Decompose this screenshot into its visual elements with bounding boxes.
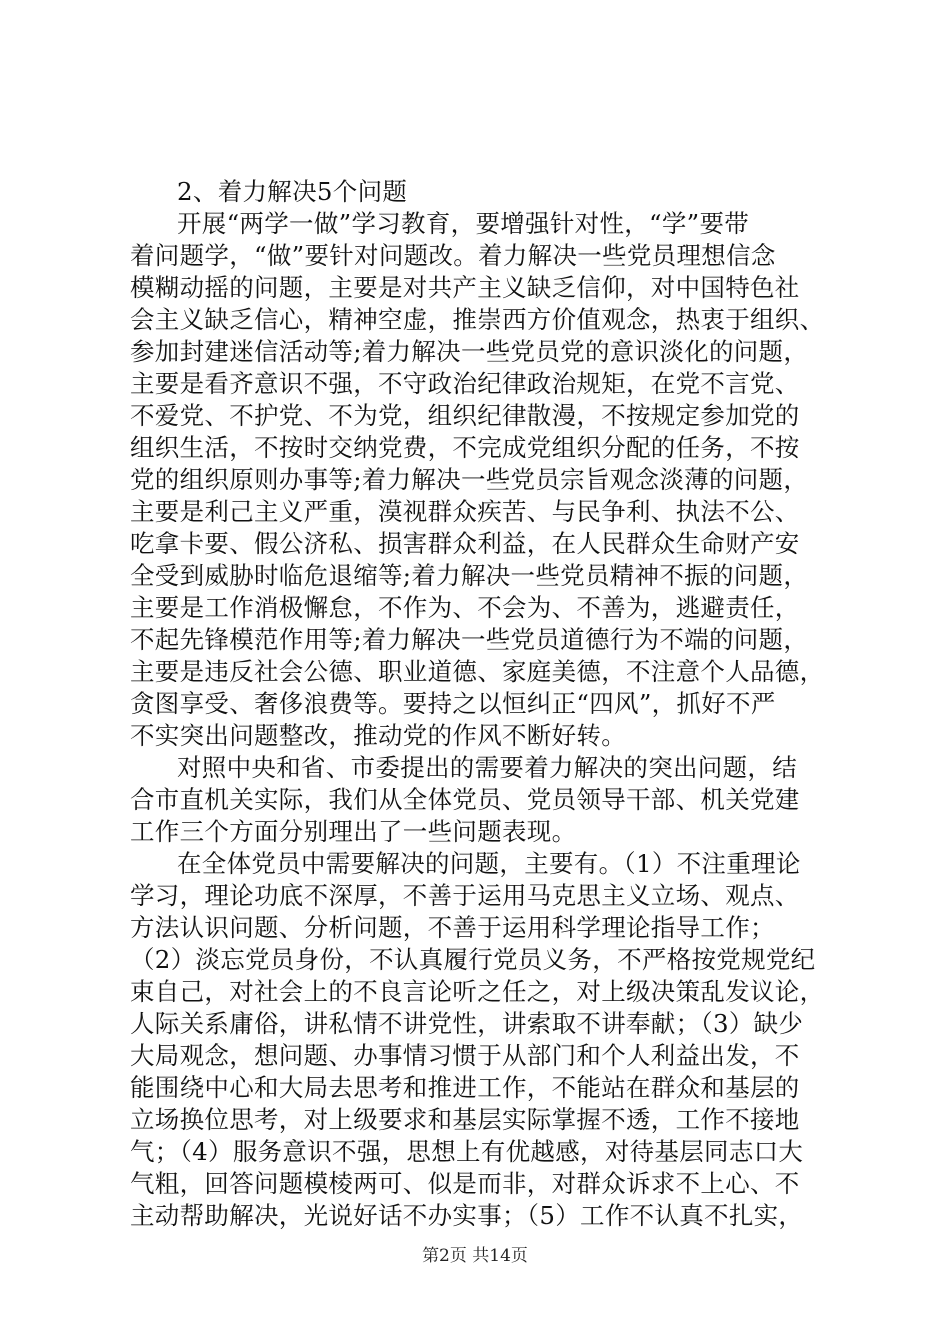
section-heading: 2、着力解决5个问题: [177, 177, 408, 206]
text-line: 全受到威胁时临危退缩等;着力解决一些党员精神不振的问题，: [130, 561, 809, 590]
text-line: 学习，理论功底不深厚，不善于运用马克思主义立场、观点、: [130, 881, 800, 910]
text-line: 对照中央和省、市委提出的需要着力解决的突出问题，结: [177, 753, 797, 782]
text-line: 主要是违反社会公德、职业道德、家庭美德，不注意个人品德，: [130, 657, 825, 686]
text-line: 束自己，对社会上的不良言论听之任之，对上级决策乱发议论，: [130, 977, 825, 1006]
text-line: 能围绕中心和大局去思考和推进工作，不能站在群众和基层的: [130, 1073, 800, 1102]
text-line: 主要是工作消极懈怠，不作为、不会为、不善为，逃避责任，: [130, 593, 800, 622]
text-line: 人际关系庸俗，讲私情不讲党性，讲索取不讲奉献；（3）缺少: [130, 1009, 804, 1038]
text-line: 工作三个方面分别理出了一些问题表现。: [130, 817, 577, 846]
text-line: 主动帮助解决，光说好话不办实事；（5）工作不认真不扎实，: [130, 1201, 804, 1230]
text-line: 着问题学，“做”要针对问题改。着力解决一些党员理想信念: [130, 241, 776, 270]
text-line: 气；（4）服务意识不强，思想上有优越感，对待基层同志口大: [130, 1137, 804, 1166]
page-number-footer: 第2页 共14页: [422, 1246, 528, 1266]
text-line: 组织生活，不按时交纳党费，不完成党组织分配的任务，不按: [130, 433, 800, 462]
text-line: 参加封建迷信活动等;着力解决一些党员党的意识淡化的问题，: [130, 337, 809, 366]
text-line: （2）淡忘党员身份，不认真履行党员义务，不严格按党规党纪: [130, 945, 816, 974]
text-line: 模糊动摇的问题，主要是对共产主义缺乏信仰，对中国特色社: [130, 273, 800, 302]
text-line: 在全体党员中需要解决的问题，主要有。（1）不注重理论: [177, 849, 801, 878]
text-line: 吃拿卡要、假公济私、损害群众利益，在人民群众生命财产安: [130, 529, 800, 558]
text-line: 立场换位思考，对上级要求和基层实际掌握不透，工作不接地: [130, 1105, 800, 1134]
text-line: 贪图享受、奢侈浪费等。要持之以恒纠正“四风”，抓好不严: [130, 689, 776, 718]
text-line: 不起先锋模范作用等;着力解决一些党员道德行为不端的问题，: [130, 625, 809, 654]
text-line: 合市直机关实际，我们从全体党员、党员领导干部、机关党建: [130, 785, 800, 814]
text-line: 开展“两学一做”学习教育，要增强针对性，“学”要带: [177, 209, 750, 238]
text-line: 主要是利己主义严重，漠视群众疾苦、与民争利、执法不公、: [130, 497, 800, 526]
text-line: 党的组织原则办事等;着力解决一些党员宗旨观念淡薄的问题，: [130, 465, 809, 494]
text-line: 不实突出问题整改，推动党的作风不断好转。: [130, 721, 626, 750]
text-line: 会主义缺乏信心，精神空虚，推崇西方价值观念，热衷于组织、: [130, 305, 825, 334]
text-line: 方法认识问题、分析问题，不善于运用科学理论指导工作；: [130, 913, 775, 942]
text-line: 主要是看齐意识不强，不守政治纪律政治规矩，在党不言党、: [130, 369, 800, 398]
text-line: 不爱党、不护党、不为党，组织纪律散漫，不按规定参加党的: [130, 401, 800, 430]
text-line: 大局观念，想问题、办事情习惯于从部门和个人利益出发，不: [130, 1041, 800, 1070]
text-line: 气粗，回答问题模棱两可、似是而非，对群众诉求不上心、不: [130, 1169, 800, 1198]
